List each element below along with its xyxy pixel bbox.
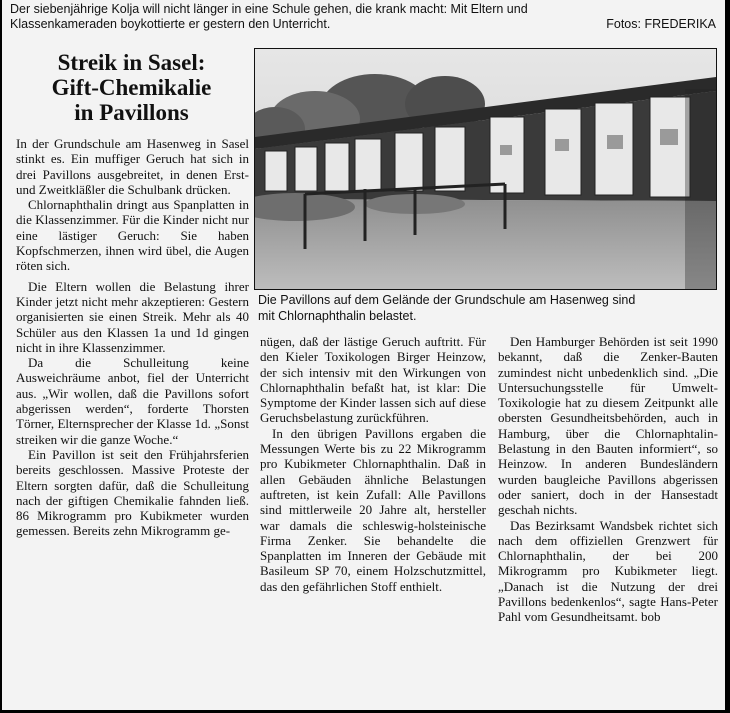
paragraph: Den Hamburger Behörden ist seit 1990 bekannt, daß die Zenker-Bauten zumindest nicht unbedenklich sind. „Die Untersuchungsstelle für Umwelt-Toxikologie hat zu diesem Zeitpunkt alle obersten Gesundheitsbehörden, auch in Hamburg, über die Chlornaphtalin-Belastung in den Bauten informiert“, so Heinzow. In anderen Bundesländern wurden baugleiche Pavillons abgerissen oder saniert, doch in der Hansestadt geschah nichts.: [498, 334, 718, 518]
photo-credit: Fotos: FREDERIKA: [606, 17, 716, 31]
paragraph: Da die Schulleitung keine Ausweichräume anbot, fiel der Unterricht aus. „Wir wollen, daß die Pavillons sofort abgerissen werden“, forderte Thorsten Törner, Elternsprecher der Klasse 1d. „Sonst streiken wir die ganze Woche.“: [16, 355, 249, 447]
headline-line1: Streik in Sasel:: [57, 50, 206, 75]
paragraph: In der Grundschule am Hasenweg in Sasel stinkt es. Ein muffiger Geruch hat sich in drei Pavillons ausgebreitet, in denen Erst- und Zweitkläßler die Schulbank drücken.: [16, 136, 249, 197]
paragraph: nügen, daß der lästige Geruch auftritt. Für den Kieler Toxikologen Birger Heinzow, der sich intensiv mit den Wirkungen von Chlornaphthalin befaßt hat, ist klar: Die Symptome der Kinder lassen sich auf diese Geruchsbelastung zurückführen.: [260, 334, 486, 426]
paragraph: Das Bezirksamt Wandsbek richtet sich nach dem offiziellen Grenzwert für Chlornaphthalin, der bei 200 Mikrogramm pro Kubikmeter liegt. „Danach ist die Nutzung der drei Pavillons bedenkenlos“, sagte Hans-Peter Pahl vom Gesundheitsamt. bob: [498, 517, 718, 625]
paragraph: Die Eltern wollen die Belastung ihrer Kinder jetzt nicht mehr akzeptieren: Gestern organisierten sie einen Streik. Mehr als 40 Schüler aus den Klassen 1a und 1d gingen nicht in ihre Klassenzimmer.: [16, 278, 249, 355]
paragraph: In den übrigen Pavillons ergaben die Messungen Werte bis zu 22 Mikrogramm pro Kubikmeter Chlornaphthalin. Daß in allen Gebäuden ähnliche Belastungen auftreten, ist kein Zufall: Alle Pavillons sind mittlerweile 20 Jahre alt, hersteller war damals die schleswig-holsteinische Firma Zenker. Sie behandelte die Spanplatten im Inneren der Gebäude mit Basileum SP 70, einem Holzschutzmittel, das den gefährlichen Stoff enthielt.: [260, 425, 486, 594]
school-pavilion-photo: [254, 48, 717, 290]
article-column-3: [498, 334, 718, 625]
top-caption-line1: Der siebenjährige Kolja will nicht länger in eine Schule gehen, die krank macht: Mit Eltern und: [10, 2, 528, 16]
top-photo-caption: [10, 2, 716, 32]
photo-caption-line2: mit Chlornaphthalin belastet.: [258, 309, 417, 323]
headline-line2: Gift-Chemikalie: [51, 75, 212, 100]
photo-caption: [258, 292, 718, 324]
top-caption-line2: Klassenkameraden boykottierte er gestern den Unterricht.: [10, 17, 331, 31]
photo-caption-line1: Die Pavillons auf dem Gelände der Grundschule am Hasenweg sind: [258, 293, 636, 307]
headline-line3: in Pavillons: [74, 100, 189, 125]
paragraph: Chlornaphthalin dringt aus Spanplatten in die Klassenzimmer. Für die Kinder nicht nur eine lästiger Geruch: Sie haben Kopfschmerzen, ihnen wird übel, die Augen röten sich.: [16, 197, 249, 274]
article-column-1: [16, 136, 249, 539]
newspaper-clipping: [2, 0, 725, 710]
article-column-2: [260, 334, 486, 594]
paragraph: Ein Pavillon ist seit den Frühjahrsferien bereits geschlossen. Massive Proteste der Eltern sorgten dafür, daß die Schulleitung nach der giftigen Chemikalie fahnden ließ. 86 Mikrogramm pro Kubikmeter wurden gemessen. Bereits zehn Mikrogramm ge-: [16, 446, 249, 539]
headline: [14, 50, 249, 125]
